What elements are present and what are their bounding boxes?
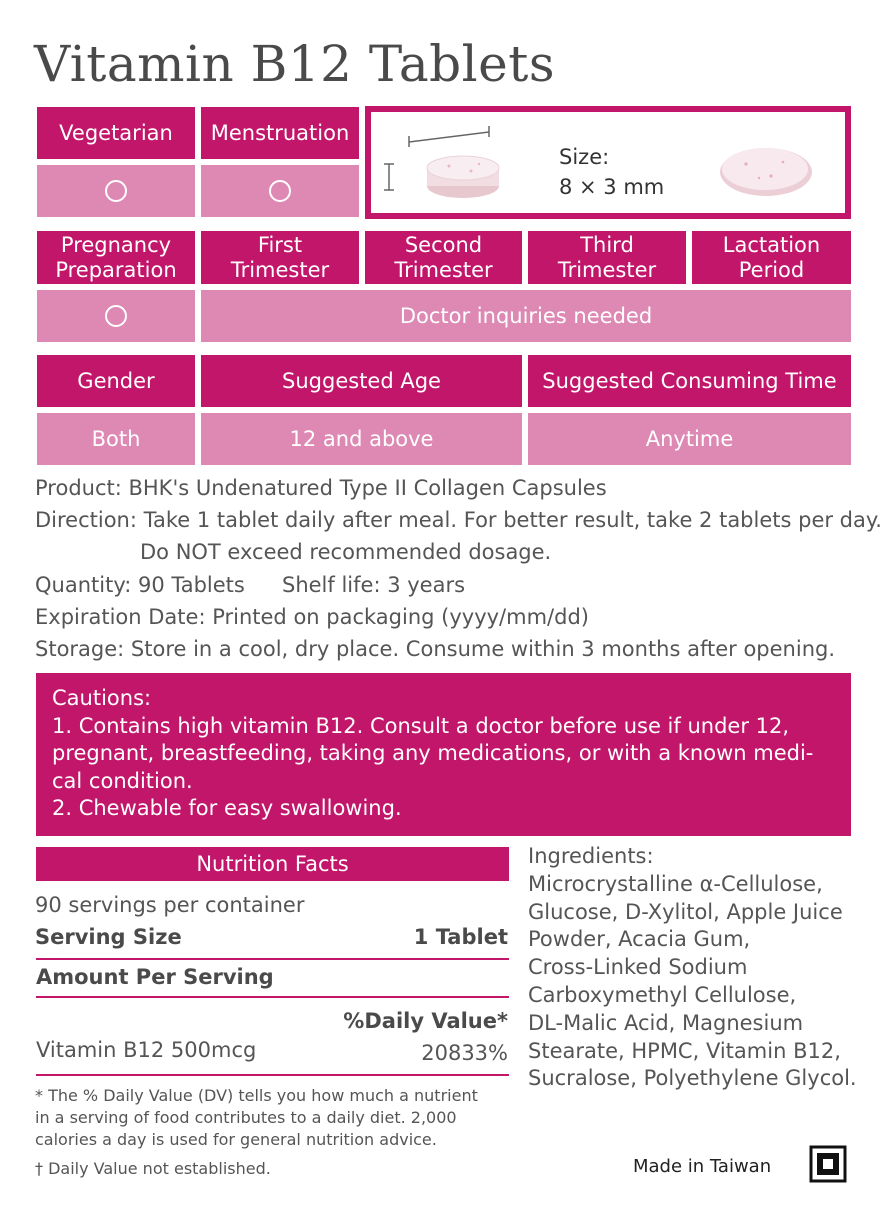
second-trimester-header — [365, 231, 522, 284]
gender-label: Gender — [77, 368, 155, 393]
ingredients-title: Ingredients: — [528, 844, 654, 868]
shelf-life-line: Shelf life: 3 years — [282, 573, 466, 597]
expiration-line: Expiration Date: Printed on packaging (yyyy/mm/dd) — [35, 605, 589, 629]
pregnancy-label-line2: Preparation — [55, 257, 177, 282]
menstruation-value — [201, 165, 359, 217]
lactation-period-header — [692, 231, 851, 284]
first-trimester-header — [201, 231, 359, 284]
recycle-icon — [809, 1145, 847, 1183]
caution-line-1: 1. Contains high vitamin B12. Consult a doctor before use if under 12, — [52, 713, 790, 738]
nutrient-name: Vitamin B12 500mcg — [36, 1038, 257, 1062]
divider — [36, 996, 509, 998]
servings-per-container: 90 servings per container — [35, 893, 305, 917]
vegetarian-value — [37, 165, 195, 217]
divider — [36, 958, 509, 960]
direction-line: Direction: Take 1 tablet daily after meal. For better result, take 2 tablets per day. — [35, 508, 882, 532]
ingredient-line: Cross-Linked Sodium — [528, 955, 748, 980]
circle-icon — [105, 180, 127, 202]
gender-value-text: Both — [91, 426, 141, 451]
ingredient-line: Microcrystalline α-Cellulose, — [528, 871, 823, 896]
footnote-line-3: calories a day is used for general nutrition advice. — [35, 1130, 437, 1149]
caution-line-3: cal condition. — [52, 768, 193, 793]
caution-line-4: 2. Chewable for easy swallowing. — [52, 796, 402, 820]
doctor-inquiries-text: Doctor inquiries needed — [399, 303, 653, 328]
third-label-line2: Trimester — [557, 257, 657, 282]
first-label-line2: Trimester — [230, 257, 330, 282]
ingredients-list — [528, 843, 868, 1093]
suggested-time-text: Anytime — [645, 426, 734, 451]
size-value: 8 × 3 mm — [559, 175, 665, 199]
amount-per-serving: Amount Per Serving — [36, 965, 274, 989]
suggested-age-header — [201, 355, 522, 407]
gender-value — [37, 413, 195, 465]
suggested-age-text: 12 and above — [289, 426, 434, 451]
ingredient-line: Powder, Acacia Gum, — [528, 927, 751, 952]
suggested-time-value — [528, 413, 851, 465]
direction-line-2: Do NOT exceed recommended dosage. — [140, 540, 552, 564]
suggested-age-value — [201, 413, 522, 465]
ingredient-line: Stearate, HPMC, Vitamin B12, — [528, 1038, 841, 1063]
pregnancy-preparation-value — [37, 290, 195, 342]
cautions-title: Cautions: — [52, 686, 152, 710]
footnote-line-1: * The % Daily Value (DV) tells you how much a nutrient — [35, 1086, 478, 1105]
third-trimester-header — [528, 231, 686, 284]
footnote-line-4: † Daily Value not established. — [35, 1159, 271, 1178]
nutrition-facts-title: Nutrition Facts — [196, 852, 349, 876]
second-label-line1: Second — [404, 233, 483, 258]
ingredient-line: Glucose, D-Xylitol, Apple Juice — [528, 899, 843, 924]
suggested-time-header — [528, 355, 851, 407]
size-label: Size: — [559, 145, 610, 169]
suggested-age-label: Suggested Age — [282, 368, 441, 393]
caution-line-2: pregnant, breastfeeding, taking any medications, or with a known medi- — [52, 741, 814, 765]
circle-icon — [105, 305, 127, 327]
tablet-size-box — [365, 106, 851, 219]
cautions-box — [36, 673, 851, 836]
lactation-label-line1: Lactation — [722, 233, 821, 258]
third-label-line1: Third — [580, 233, 634, 258]
pregnancy-preparation-header — [37, 231, 195, 284]
pregnancy-label-line1: Pregnancy — [60, 233, 172, 258]
made-in-label: Made in Taiwan — [633, 1156, 772, 1177]
ingredient-line: Sucralose, Polyethylene Glycol. — [528, 1066, 857, 1091]
serving-size-label: Serving Size — [35, 925, 182, 949]
vegetarian-header — [37, 107, 195, 159]
storage-line: Storage: Store in a cool, dry place. Consume within 3 months after opening. — [35, 637, 836, 661]
page-title: Vitamin B12 Tablets — [34, 35, 555, 93]
doctor-inquiries-cell — [201, 290, 851, 342]
footnote-line-2: in a serving of food contributes to a daily diet. 2,000 — [35, 1108, 457, 1127]
circle-icon — [269, 180, 291, 202]
gender-header — [37, 355, 195, 407]
nutrition-facts-header — [36, 847, 509, 881]
menstruation-label: Menstruation — [210, 120, 350, 145]
first-label-line1: First — [257, 233, 303, 258]
ingredient-line: DL-Malic Acid, Magnesium — [528, 1010, 804, 1035]
tablet-side-illustration — [379, 116, 529, 216]
serving-size-value: 1 Tablet — [413, 925, 508, 949]
tablet-top-illustration — [711, 134, 821, 204]
menstruation-header — [201, 107, 359, 159]
lactation-label-line2: Period — [738, 257, 805, 282]
suggested-time-label: Suggested Consuming Time — [542, 368, 837, 393]
daily-value-header: %Daily Value* — [343, 1009, 508, 1033]
vegetarian-label: Vegetarian — [59, 120, 173, 145]
divider — [36, 1074, 509, 1076]
quantity-line: Quantity: 90 Tablets — [35, 573, 245, 597]
nutrient-daily-value: 20833% — [421, 1041, 508, 1065]
second-label-line2: Trimester — [394, 257, 493, 282]
ingredient-line: Carboxymethyl Cellulose, — [528, 982, 797, 1007]
product-line: Product: BHK's Undenatured Type II Collagen Capsules — [35, 476, 607, 500]
